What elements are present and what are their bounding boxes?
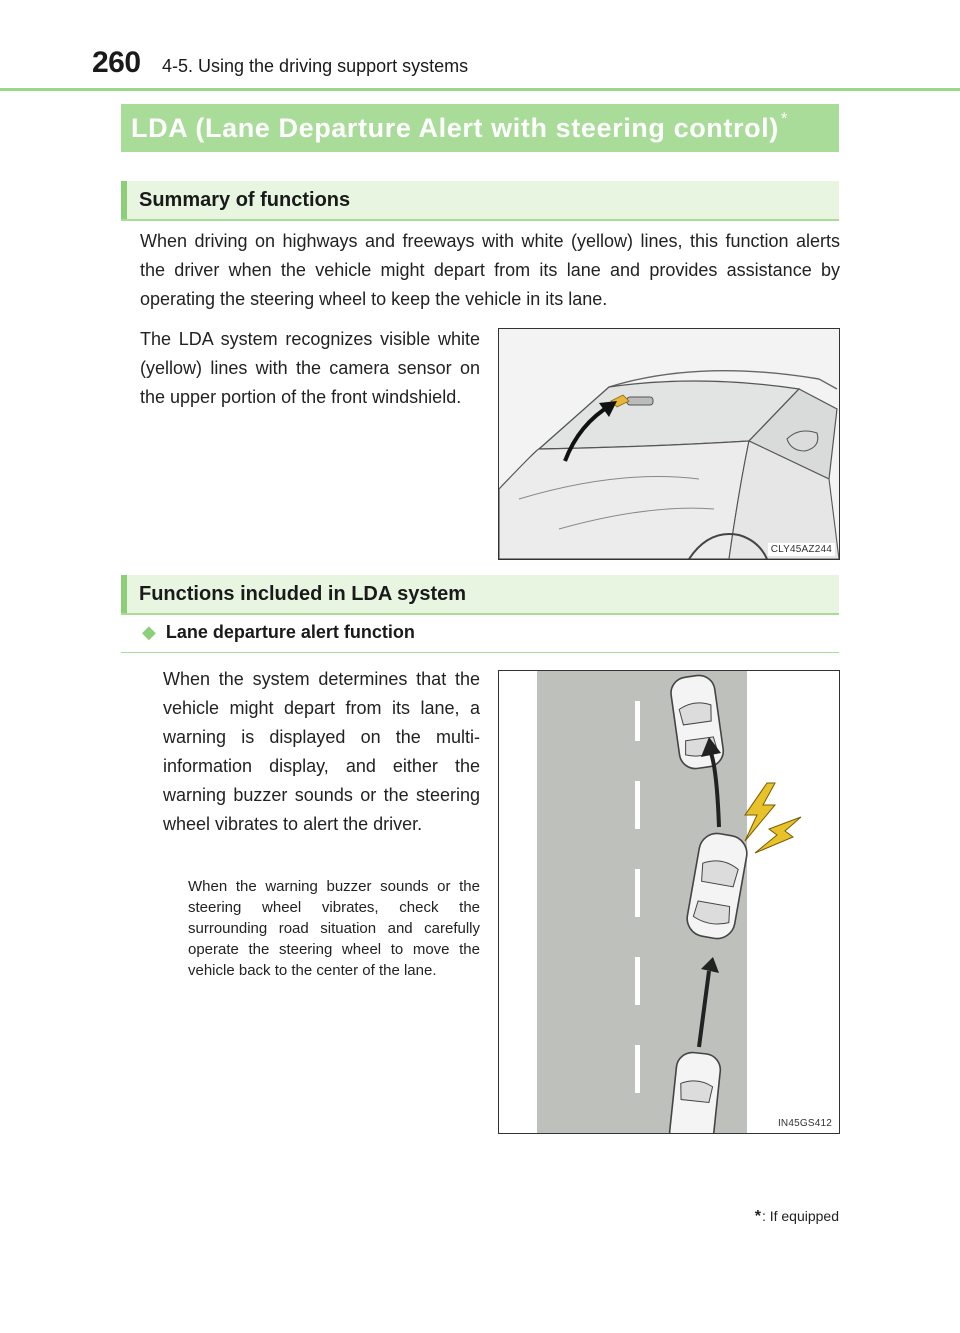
lane-illustration <box>499 671 839 1133</box>
camera-sensor-text: The LDA system recognizes visible white (yellow) lines with the camera sensor on the upper portion of the front windshield. <box>140 329 480 407</box>
lane-departure-alert-note: When the warning buzzer sounds or the steering wheel vibrates, check the surrounding road situation and carefully operate the steering wheel to move the vehicle back to the center of the lane. <box>188 878 480 979</box>
page-title <box>131 109 789 144</box>
lane-departure-alert-text: When the system determines that the vehicle might depart from its lane, a warning is displayed on the multi-information display, and either the warning buzzer sounds or the steering wheel vibrates to alert the driver. <box>163 669 480 834</box>
running-head: 4-5. Using the driving support systems <box>162 56 469 76</box>
section-functions-heading <box>121 575 839 615</box>
lane-departure-alert-title: Lane departure alert function <box>165 622 415 642</box>
footnote-mark: * <box>754 1208 761 1225</box>
figure-code-car: CLY45AZ244 <box>768 543 835 556</box>
section-functions-label: Functions included in LDA system <box>139 583 467 605</box>
equipped-mark: * <box>780 109 789 128</box>
title-bar <box>121 104 839 152</box>
subheading-rule <box>121 652 839 653</box>
page-number: 260 <box>92 46 141 79</box>
section-summary-heading <box>121 181 839 221</box>
summary-intro-text: When driving on highways and freeways with white (yellow) lines, this function alerts the driver when the vehicle might depart from its lane and provides assistance by operating the steering wheel to keep the vehicle in its lane. <box>140 231 840 309</box>
car-windshield-figure <box>498 328 840 560</box>
lane-departure-alert-heading <box>142 622 415 643</box>
header-rule <box>0 88 960 91</box>
page-title-text: LDA (Lane Departure Alert with steering control) <box>131 113 779 143</box>
lane-departure-figure <box>498 670 840 1134</box>
figure-code-lane: IN45GS412 <box>775 1117 835 1130</box>
section-summary-label: Summary of functions <box>139 189 351 211</box>
footnote <box>755 1208 839 1226</box>
footnote-text: : If equipped <box>761 1208 839 1224</box>
diamond-bullet-icon: ◆ <box>142 622 156 642</box>
car-illustration <box>499 329 839 559</box>
